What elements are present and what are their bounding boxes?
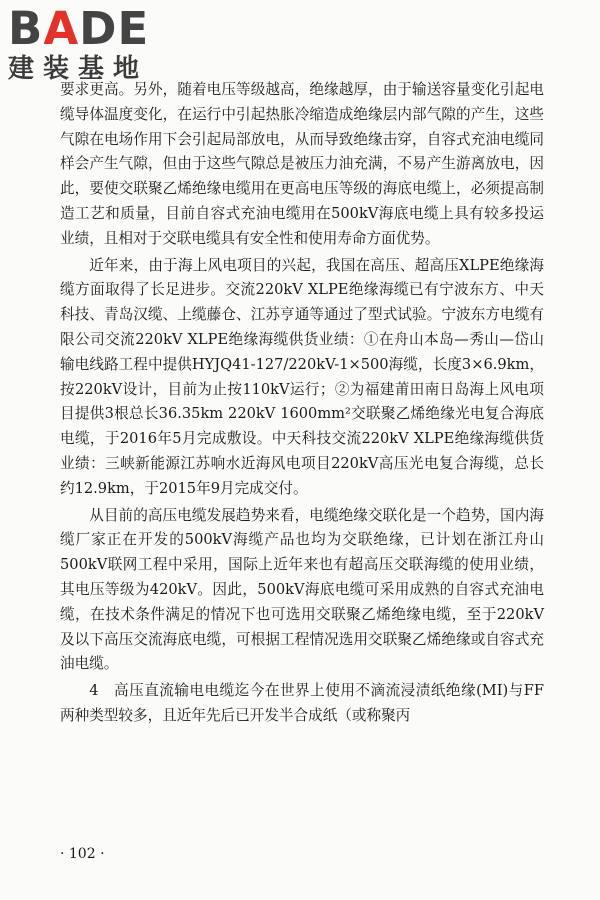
page-number: · 102 ·: [60, 846, 105, 862]
logo-letter-a: A: [43, 2, 80, 55]
logo-letters-de: DE: [79, 2, 150, 55]
logo-wordmark: [8, 4, 149, 54]
logo-letter-b: B: [8, 2, 44, 55]
logo-subtitle: 建装基地: [8, 54, 149, 84]
bade-logo: [8, 4, 149, 84]
body-text: [60, 78, 544, 731]
paragraph-section-4: 4 高压直流输电电缆迄今在世界上使用不滴流浸渍纸绝缘(MI)与FF两种类型较多，且近年先后已开发半合成纸（或称聚丙: [60, 682, 544, 724]
paragraph-offshore-wind: 近年来，由于海上风电项目的兴起，我国在高压、超高压XLPE绝缘海缆方面取得了长足进步。交流220kV XLPE绝缘海缆已有宁波东方、中天科技、青岛汉缆、上缆藤仓、江苏亨通等通过了型式试验。宁波东方电缆有限公司交流220kV XLPE绝缘海缆供货业绩：①在舟山本岛—秀山—岱山输电线路工程中提供HYJQ41-127/220kV-1×500海缆，长度3×6.9km，按220kV设计，目前为止按110kV运行；②为福建莆田南日岛海上风电项目提供3根总长36.35km 220kV 1600mm²交联聚乙烯绝缘光电复合海底电缆，于2016年5月完成敷设。中天科技交流220kV XLPE绝缘海缆供货业绩：三峡新能源江苏响水近海风电项目220kV高压光电复合海缆，总长约12.9km，于2015年9月完成交付。: [60, 256, 544, 497]
paragraph-continuation: 要求更高。另外，随着电压等级越高，绝缘越厚，由于输送容量变化引起电缆导体温度变化，在运行中引起热胀冷缩造成绝缘层内部气隙的产生，这些气隙在电场作用下会引起局部放电，从而导致绝缘击穿，自容式充油电缆同样会产生气隙，但由于这些气隙总是被压力油充满，不易产生游离放电，因此，要使交联聚乙烯绝缘电缆用在更高电压等级的海底电缆上，必须提高制造工艺和质量，目前自容式充油电缆用在500kV海底电缆上具有较多投运业绩，且相对于交联电缆具有安全性和使用寿命方面优势。: [60, 81, 544, 247]
paragraph-trend: 从目前的高压电缆发展趋势来看，电缆绝缘交联化是一个趋势，国内海缆厂家正在开发的500kV海缆产品也均为交联绝缘，已计划在浙江舟山500kV联网工程中采用，国际上近年来也有超高压交联海缆的使用业绩，其电压等级为420kV。因此，500kV海底电缆可采用成熟的自容式充油电缆，在技术条件满足的情况下也可选用交联聚乙烯绝缘电缆，至于220kV及以下高压交流海底电缆，可根据工程情况选用交联聚乙烯绝缘或自容式充油电缆。: [60, 506, 544, 673]
